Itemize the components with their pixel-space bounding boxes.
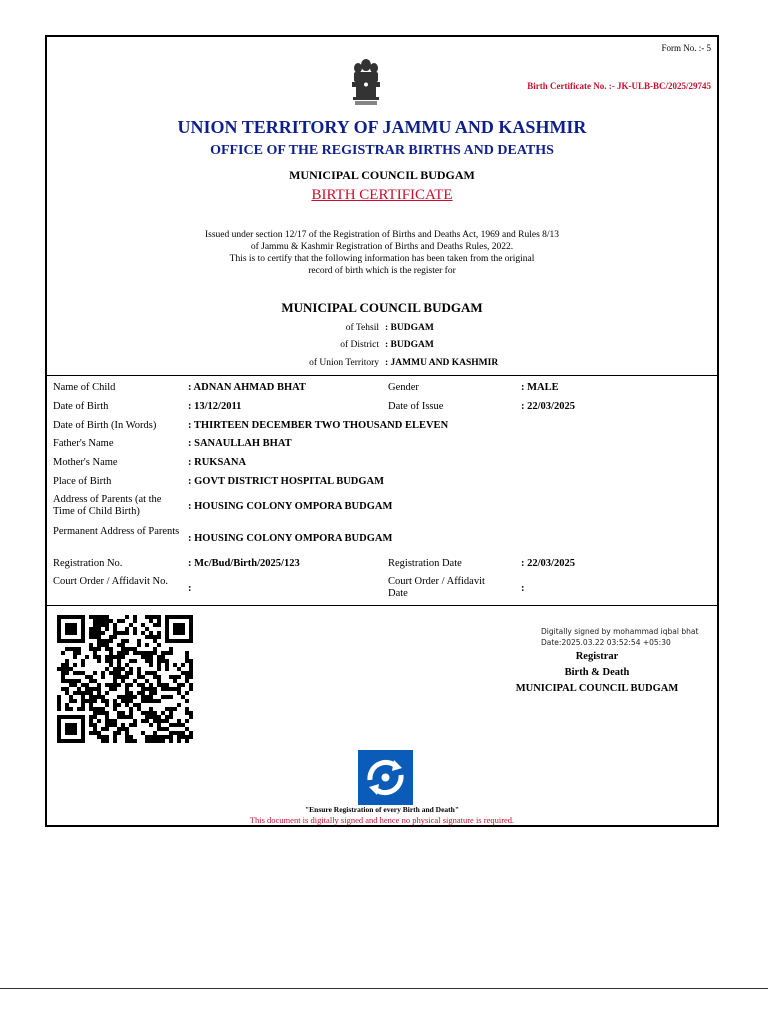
doi-label: Date of Issue [388, 401, 444, 412]
crs-logo-icon [358, 750, 413, 805]
reg-no-label: Registration No. [53, 558, 123, 569]
council-heading: MUNICIPAL COUNCIL BUDGAM [289, 168, 475, 182]
certificate-title: BIRTH CERTIFICATE [311, 187, 453, 203]
gender-label: Gender [388, 382, 419, 393]
pob-value: : GOVT DISTRICT HOSPITAL BUDGAM [188, 476, 385, 487]
mother-value: : RUKSANA [188, 457, 247, 468]
birth-certificate [45, 35, 719, 827]
court-label: Court Order / Affidavit No. [53, 576, 168, 587]
form-number: Form No. :- 5 [661, 43, 711, 53]
name-value: : ADNAN AHMAD BHAT [188, 382, 306, 393]
register-council: MUNICIPAL COUNCIL BUDGAM [281, 300, 483, 315]
digital-signature [541, 626, 698, 648]
reg-date-label: Registration Date [388, 558, 462, 569]
intro-paragraph [47, 229, 717, 277]
qr-code-icon [57, 615, 193, 743]
national-emblem-icon [348, 57, 384, 107]
certificate-number: Birth Certificate No. :- JK-ULB-BC/2025/29745 [527, 81, 711, 91]
page-bottom-divider [0, 988, 768, 989]
intro-line: of Jammu & Kashmir Registration of Births and Deaths Rules, 2022. [250, 242, 514, 252]
name-label: Name of Child [53, 382, 116, 393]
pob-label: Place of Birth [53, 476, 112, 487]
perm-addr-label: Permanent Address of Parents [53, 526, 180, 537]
perm-addr-value: : HOUSING COLONY OMPORA BUDGAM [188, 533, 393, 544]
ut-value: : JAMMU AND KASHMIR [385, 358, 499, 368]
tehsil-value: : BUDGAM [385, 323, 434, 333]
tehsil-label: of Tehsil [345, 323, 379, 333]
footer-slogan: "Ensure Registration of every Birth and Death" [304, 805, 459, 814]
district-value: : BUDGAM [385, 340, 434, 350]
signature-date: Date:2025.03.22 03:52:54 +05:30 [541, 638, 671, 647]
divider [47, 605, 717, 606]
reg-no-value: : Mc/Bud/Birth/2025/123 [188, 558, 300, 569]
intro-line: Issued under section 12/17 of the Registration of Births and Deaths Act, 1969 and Rules 8/13 [204, 230, 560, 240]
registrar-council: MUNICIPAL COUNCIL BUDGAM [515, 683, 679, 694]
father-value: : SANAULLAH BHAT [188, 438, 292, 449]
signature-line: Digitally signed by mohammad iqbal bhat [541, 627, 699, 636]
intro-line: This is to certify that the following information has been taken from the original [229, 254, 535, 264]
father-label: Father's Name [53, 438, 114, 449]
ut-label: of Union Territory [309, 358, 379, 368]
gender-value: : MALE [521, 382, 559, 393]
mother-label: Mother's Name [53, 457, 118, 468]
registrar-block [477, 649, 717, 697]
dob-words-label: Date of Birth (In Words) [53, 420, 157, 431]
dob-label: Date of Birth [53, 401, 109, 412]
district-label: of District [340, 340, 379, 350]
doi-value: : 22/03/2025 [521, 401, 575, 412]
registrar-dept: Birth & Death [564, 667, 630, 678]
dob-words-value: : THIRTEEN DECEMBER TWO THOUSAND ELEVEN [188, 420, 449, 431]
addr-birth-value: : HOUSING COLONY OMPORA BUDGAM [188, 501, 393, 512]
ut-heading: UNION TERRITORY OF JAMMU AND KASHMIR [177, 117, 587, 137]
intro-line: record of birth which is the register for [308, 266, 456, 276]
court-date-value: : [521, 583, 525, 594]
dob-value: : 13/12/2011 [188, 401, 242, 412]
registrar-title: Registrar [575, 651, 619, 662]
office-heading: OFFICE OF THE REGISTRAR BIRTHS AND DEATHS [210, 143, 554, 158]
divider [47, 375, 717, 376]
footer-notice: This document is digitally signed and hence no physical signature is required. [249, 815, 515, 825]
court-value: : [188, 583, 192, 594]
court-date-label: Court Order / Affidavit Date [388, 576, 485, 599]
reg-date-value: : 22/03/2025 [521, 558, 575, 569]
addr-birth-label: Address of Parents (at the Time of Child Birth) [53, 494, 162, 517]
